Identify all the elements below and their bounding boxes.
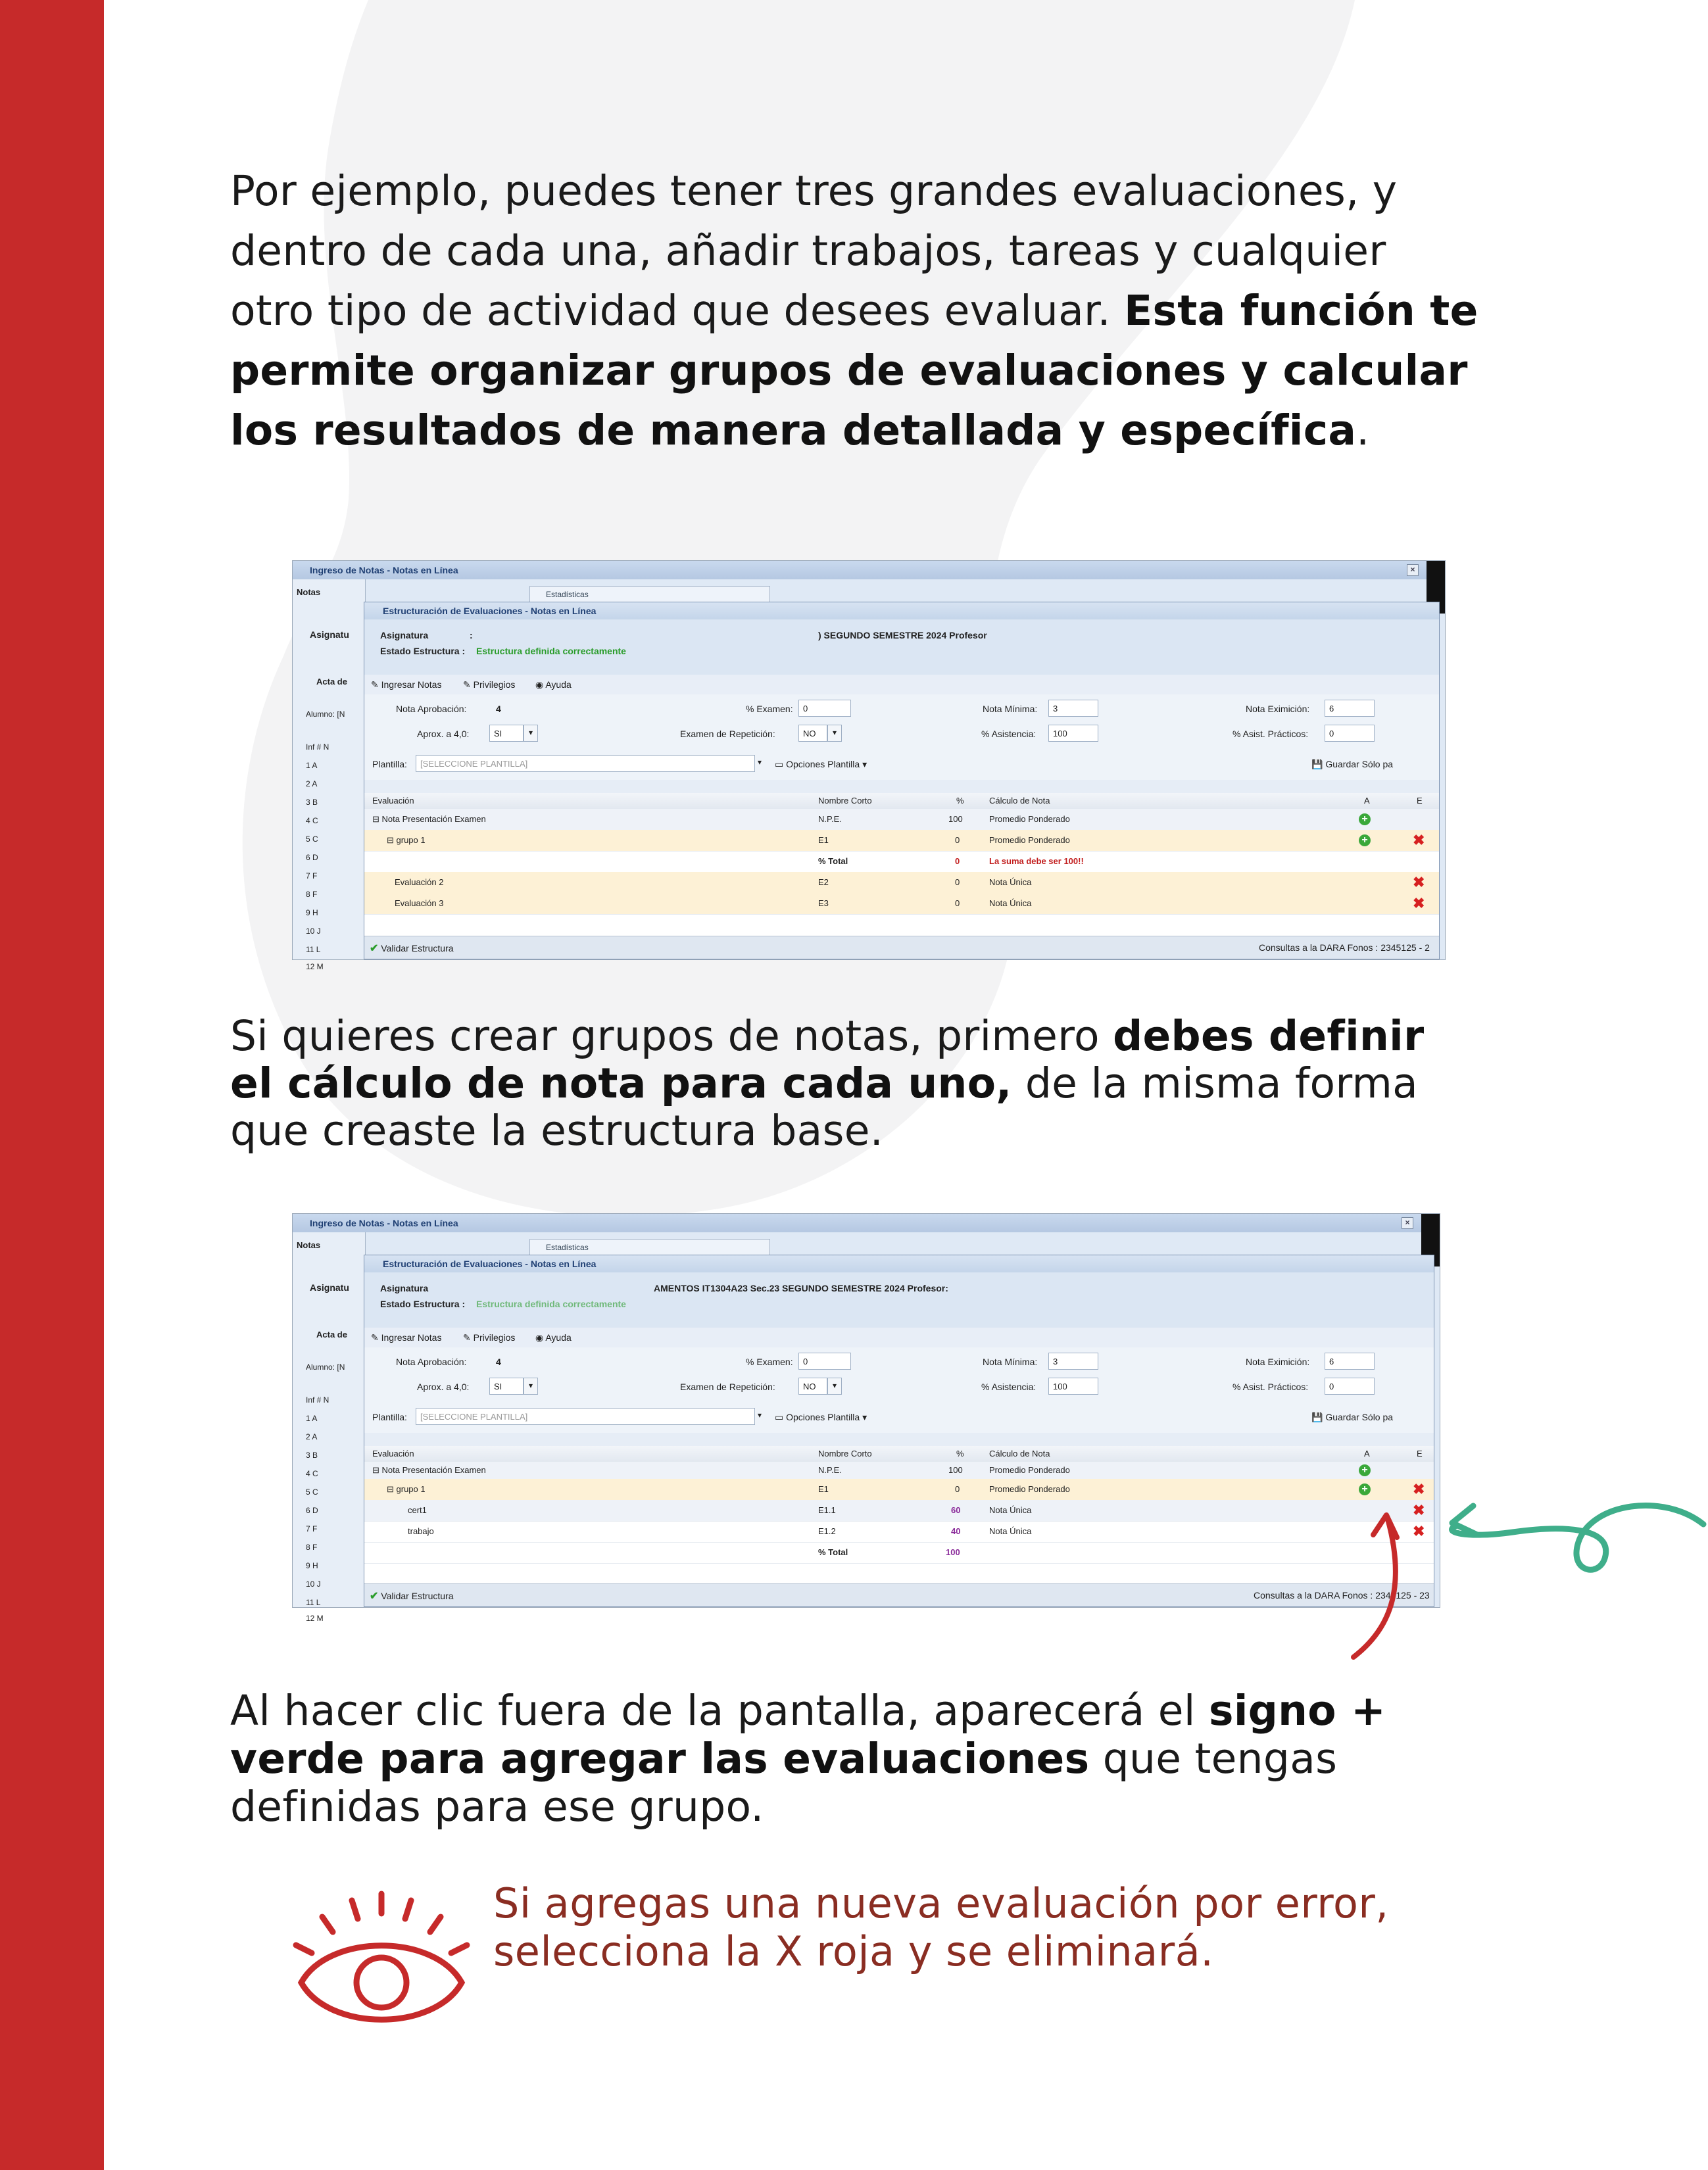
tab-estadisticas[interactable]: Estadísticas <box>529 586 770 603</box>
paragraph-grupos-bold: debes definir el cálculo de nota para cada uno, <box>230 1012 1425 1107</box>
guardar-button[interactable]: 💾 Guardar Sólo pa <box>1311 759 1394 769</box>
row-name-text: grupo 1 <box>396 1484 426 1494</box>
plantilla-label: Plantilla: <box>372 1412 407 1422</box>
tip-text: Si agregas una nueva evaluación por error, selecciona la X roja y se eliminará. <box>493 1879 1389 1975</box>
list-item[interactable]: 12 M <box>306 962 324 971</box>
dialog-title: Estructuración de Evaluaciones - Notas en Línea <box>364 602 1439 619</box>
row-short: E1 <box>818 1484 829 1494</box>
paragraph-signo-text1: Al hacer clic fuera de la pantalla, aparecerá el <box>230 1687 1196 1735</box>
toolbar-label: Privilegios <box>473 1332 516 1343</box>
list-item[interactable]: 2 A <box>306 779 318 788</box>
list-item[interactable]: 12 M <box>306 1614 324 1623</box>
add-icon[interactable]: + <box>1359 834 1371 846</box>
row-pct: 0 <box>955 856 960 866</box>
toolbar-label: Ayuda <box>545 1332 572 1343</box>
row-pct: 0 <box>955 835 960 845</box>
eye-icon <box>289 1881 474 2012</box>
paragraph-intro-bold: Esta función te permite organizar grupos de evaluaciones y calcular los resultados de manera detallada y específica <box>230 287 1478 454</box>
row-pct: 0 <box>955 1484 960 1494</box>
row-pct: 60 <box>951 1505 961 1515</box>
paragraph-grupos-text2: de la misma forma que creaste la estructura base. <box>230 1059 1419 1155</box>
list-item[interactable]: 9 H <box>306 908 318 917</box>
window-title-text: Ingreso de Notas - Notas en Línea <box>310 1218 458 1228</box>
list-item[interactable]: 7 F <box>306 871 318 880</box>
practicos-label: % Asist. Prácticos: <box>1232 729 1309 739</box>
eximicion-label: Nota Eximición: <box>1246 704 1310 714</box>
row-calc: Nota Única <box>989 877 1032 887</box>
row-short: E3 <box>818 898 829 908</box>
nota-aprobacion-label: Nota Aprobación: <box>396 704 467 714</box>
add-icon[interactable]: + <box>1359 1464 1371 1476</box>
left-header: Inf # N <box>306 742 329 752</box>
col-nombre-corto: Nombre Corto <box>818 796 872 806</box>
row-name: Evaluación 2 <box>395 877 444 887</box>
chevron-down-icon[interactable]: ▾ <box>757 758 762 767</box>
asistencia-label: % Asistencia: <box>981 729 1037 739</box>
row-pct: 100 <box>946 1547 960 1557</box>
practicos-input[interactable]: 0 <box>1325 1378 1375 1395</box>
delete-x-icon[interactable]: ✖ <box>1413 1523 1425 1539</box>
row-short: % Total <box>818 856 848 866</box>
repeticion-select[interactable]: NO <box>798 1378 827 1395</box>
row-calc: Nota Única <box>989 898 1032 908</box>
row-name: ⊟ grupo 1 <box>387 1484 426 1494</box>
estado-value: Estructura definida correctamente <box>476 646 626 656</box>
col-a: A <box>1364 796 1370 806</box>
green-arrow-icon <box>1452 1505 1703 1570</box>
toolbar-ingresar-notas[interactable]: ✎ Ingresar Notas <box>371 679 442 690</box>
row-pct: 0 <box>955 877 960 887</box>
toolbar-label: Ayuda <box>545 679 572 690</box>
opciones-label: Opciones Plantilla <box>786 759 860 769</box>
col-pct: % <box>956 796 964 806</box>
examen-label: % Examen: <box>746 704 793 714</box>
delete-x-icon[interactable]: ✖ <box>1413 832 1425 848</box>
row-calc: Promedio Ponderado <box>989 1484 1070 1494</box>
tab-notas[interactable]: Notas <box>297 1240 321 1250</box>
col-e: E <box>1417 1449 1423 1459</box>
col-e: E <box>1417 796 1423 806</box>
toolbar-ayuda[interactable]: ◉ Ayuda <box>535 679 572 690</box>
row-short: E1.2 <box>818 1526 836 1536</box>
toolbar-label: Ingresar Notas <box>381 1332 442 1343</box>
col-nombre-corto: Nombre Corto <box>818 1449 872 1459</box>
aprox-label: Aprox. a 4,0: <box>417 1382 470 1392</box>
row-name: trabajo <box>408 1526 434 1536</box>
list-item[interactable]: 1 A <box>306 761 318 770</box>
left-acta: Acta de <box>316 1330 347 1339</box>
list-item[interactable]: 11 L <box>306 1598 321 1607</box>
repeticion-label: Examen de Repetición: <box>680 1382 775 1392</box>
estado-label: Estado Estructura : <box>380 646 466 656</box>
list-item[interactable]: 10 J <box>306 1579 321 1589</box>
nota-aprobacion-value: 4 <box>496 704 501 714</box>
row-name-text: grupo 1 <box>396 835 426 845</box>
row-name: cert1 <box>408 1505 427 1515</box>
row-short: E2 <box>818 877 829 887</box>
left-alumno: Alumno: [N <box>306 1362 345 1372</box>
plantilla-label: Plantilla: <box>372 759 407 769</box>
chevron-down-icon[interactable]: ▾ <box>757 1410 762 1420</box>
row-name: ⊟ Nota Presentación Examen <box>372 1465 486 1475</box>
guardar-button[interactable]: 💾 Guardar Sólo pa <box>1311 1412 1394 1422</box>
add-icon[interactable]: + <box>1359 813 1371 825</box>
paragraph-intro-end: . <box>1356 406 1370 454</box>
toolbar-privilegios[interactable]: ✎ Privilegios <box>463 679 516 690</box>
chevron-down-icon[interactable]: ▾ <box>524 725 538 742</box>
eximicion-input[interactable]: 6 <box>1325 700 1375 717</box>
opciones-plantilla-button[interactable]: ▭ Opciones Plantilla ▾ <box>775 1412 867 1422</box>
close-icon[interactable]: × <box>1402 1217 1413 1229</box>
toolbar-label: Privilegios <box>473 679 516 690</box>
close-icon[interactable]: × <box>1407 564 1419 576</box>
left-asignatura: Asignatu <box>310 1282 349 1293</box>
chevron-down-icon[interactable]: ▾ <box>524 1378 538 1395</box>
toolbar-ayuda[interactable]: ◉ Ayuda <box>535 1332 572 1343</box>
paragraph-intro-text: Por ejemplo, puedes tener tres grandes evaluaciones, y dentro de cada una, añadir trabajos, tareas y cualquier otro tipo de actividad que desees evaluar. <box>230 167 1398 335</box>
left-asignatura: Asignatu <box>310 629 349 640</box>
col-pct: % <box>956 1449 964 1459</box>
tab-notas[interactable]: Notas <box>297 587 321 597</box>
estado-value: Estructura definida correctamente <box>476 1299 626 1309</box>
tab-estadisticas[interactable]: Estadísticas <box>529 1239 770 1256</box>
list-item[interactable]: 5 C <box>306 834 318 844</box>
paragraph-grupos-text1: Si quieres crear grupos de notas, primero <box>230 1012 1100 1060</box>
list-item[interactable]: 4 C <box>306 1469 318 1478</box>
paragraph-signo-bold: signo + verde para agregar las evaluaciones <box>230 1687 1386 1783</box>
row-short: E1.1 <box>818 1505 836 1515</box>
row-calc: Nota Única <box>989 1505 1032 1515</box>
row-calc: Nota Única <box>989 1526 1032 1536</box>
red-arrow-icon <box>1354 1515 1397 1657</box>
aprox-label: Aprox. a 4,0: <box>417 729 470 739</box>
row-name-text: Nota Presentación Examen <box>381 1465 486 1475</box>
eximicion-label: Nota Eximición: <box>1246 1357 1310 1367</box>
row-name: ⊟ Nota Presentación Examen <box>372 814 486 824</box>
col-evaluacion: Evaluación <box>372 1449 414 1459</box>
left-alumno: Alumno: [N <box>306 710 345 719</box>
toolbar-label: Ingresar Notas <box>381 679 442 690</box>
plantilla-select[interactable]: [SELECCIONE PLANTILLA] <box>416 755 755 772</box>
list-item[interactable]: 6 D <box>306 1506 318 1515</box>
row-short: N.P.E. <box>818 814 842 824</box>
list-item[interactable]: 1 A <box>306 1414 318 1423</box>
row-calc: Promedio Ponderado <box>989 835 1070 845</box>
left-header: Inf # N <box>306 1395 329 1405</box>
examen-input[interactable]: 0 <box>798 700 851 717</box>
nota-minima-input[interactable]: 3 <box>1048 1353 1098 1370</box>
row-pct: 100 <box>948 814 963 824</box>
guardar-label: Guardar Sólo pa <box>1325 759 1394 769</box>
list-item[interactable]: 3 B <box>306 798 318 807</box>
list-item[interactable]: 11 L <box>306 945 321 954</box>
asignatura-value: : <box>470 630 473 640</box>
nota-aprobacion-value: 4 <box>496 1357 501 1367</box>
add-icon[interactable]: + <box>1359 1483 1371 1495</box>
practicos-input[interactable]: 0 <box>1325 725 1375 742</box>
left-acta: Acta de <box>316 677 347 687</box>
aprox-select[interactable]: SI <box>489 1378 524 1395</box>
repeticion-label: Examen de Repetición: <box>680 729 775 739</box>
check-icon: ✔ <box>370 1591 379 1602</box>
col-evaluacion: Evaluación <box>372 796 414 806</box>
examen-input[interactable]: 0 <box>798 1353 851 1370</box>
eximicion-input[interactable]: 6 <box>1325 1353 1375 1370</box>
row-name: ⊟ grupo 1 <box>387 835 426 845</box>
list-item[interactable]: 3 B <box>306 1451 318 1460</box>
delete-x-icon[interactable]: ✖ <box>1413 1502 1425 1518</box>
row-pct: 100 <box>948 1465 963 1475</box>
toolbar-privilegios[interactable]: ✎ Privilegios <box>463 1332 516 1343</box>
row-name-text: Nota Presentación Examen <box>381 814 486 824</box>
row-pct: 0 <box>955 898 960 908</box>
list-item[interactable]: 8 F <box>306 890 318 899</box>
validar-label: Validar Estructura <box>381 1591 454 1601</box>
list-item[interactable]: 2 A <box>306 1432 318 1441</box>
row-short: E1 <box>818 835 829 845</box>
asistencia-input[interactable]: 100 <box>1048 725 1098 742</box>
delete-x-icon[interactable]: ✖ <box>1413 895 1425 911</box>
col-a: A <box>1364 1449 1370 1459</box>
list-item[interactable]: 6 D <box>306 853 318 862</box>
nota-aprobacion-label: Nota Aprobación: <box>396 1357 467 1367</box>
plantilla-select[interactable]: [SELECCIONE PLANTILLA] <box>416 1408 755 1425</box>
row-name: Evaluación 3 <box>395 898 444 908</box>
practicos-label: % Asist. Prácticos: <box>1232 1382 1309 1392</box>
delete-x-icon[interactable]: ✖ <box>1413 1481 1425 1497</box>
row-calc: La suma debe ser 100!! <box>989 856 1084 866</box>
chevron-down-icon[interactable]: ▾ <box>827 725 842 742</box>
semestre-text: ) SEGUNDO SEMESTRE 2024 Profesor <box>818 630 987 640</box>
paragraph-signo <box>230 1687 1480 1831</box>
consultas-text: Consultas a la DARA Fonos : 2345125 - 23 <box>1254 1590 1430 1601</box>
examen-label: % Examen: <box>746 1357 793 1367</box>
row-calc: Promedio Ponderado <box>989 814 1070 824</box>
toolbar-ingresar-notas[interactable]: ✎ Ingresar Notas <box>371 1332 442 1343</box>
aprox-select[interactable]: SI <box>489 725 524 742</box>
nota-minima-label: Nota Mínima: <box>983 704 1038 714</box>
asistencia-input[interactable]: 100 <box>1048 1378 1098 1395</box>
chevron-down-icon[interactable]: ▾ <box>827 1378 842 1395</box>
opciones-label: Opciones Plantilla <box>786 1412 860 1422</box>
row-short: N.P.E. <box>818 1465 842 1475</box>
nota-minima-input[interactable]: 3 <box>1048 700 1098 717</box>
window-title-text: Ingreso de Notas - Notas en Línea <box>310 565 458 575</box>
validar-label: Validar Estructura <box>381 943 454 953</box>
col-calculo: Cálculo de Nota <box>989 1449 1050 1459</box>
list-item[interactable]: 10 J <box>306 927 321 936</box>
repeticion-select[interactable]: NO <box>798 725 827 742</box>
list-item[interactable]: 9 H <box>306 1561 318 1570</box>
row-calc: Promedio Ponderado <box>989 1465 1070 1475</box>
dialog-title: Estructuración de Evaluaciones - Notas en Línea <box>364 1255 1434 1272</box>
check-icon: ✔ <box>370 943 379 954</box>
paragraph-signo-text2: que tengas definidas para ese grupo. <box>230 1735 1338 1831</box>
asistencia-label: % Asistencia: <box>981 1382 1037 1392</box>
semestre-text: AMENTOS IT1304A23 Sec.23 SEGUNDO SEMESTRE 2024 Profesor: <box>654 1283 948 1293</box>
asignatura-label: Asignatura <box>380 630 429 640</box>
guardar-label: Guardar Sólo pa <box>1325 1412 1394 1422</box>
list-item[interactable]: 4 C <box>306 816 318 825</box>
list-item[interactable]: 8 F <box>306 1543 318 1552</box>
opciones-plantilla-button[interactable]: ▭ Opciones Plantilla ▾ <box>775 759 867 769</box>
row-pct: 40 <box>951 1526 961 1536</box>
col-calculo: Cálculo de Nota <box>989 796 1050 806</box>
estado-label: Estado Estructura : <box>380 1299 466 1309</box>
delete-x-icon[interactable]: ✖ <box>1413 874 1425 890</box>
asignatura-label: Asignatura <box>380 1283 429 1293</box>
nota-minima-label: Nota Mínima: <box>983 1357 1038 1367</box>
row-short: % Total <box>818 1547 848 1557</box>
list-item[interactable]: 7 F <box>306 1524 318 1533</box>
list-item[interactable]: 5 C <box>306 1487 318 1497</box>
consultas-text: Consultas a la DARA Fonos : 2345125 - 2 <box>1259 942 1430 953</box>
